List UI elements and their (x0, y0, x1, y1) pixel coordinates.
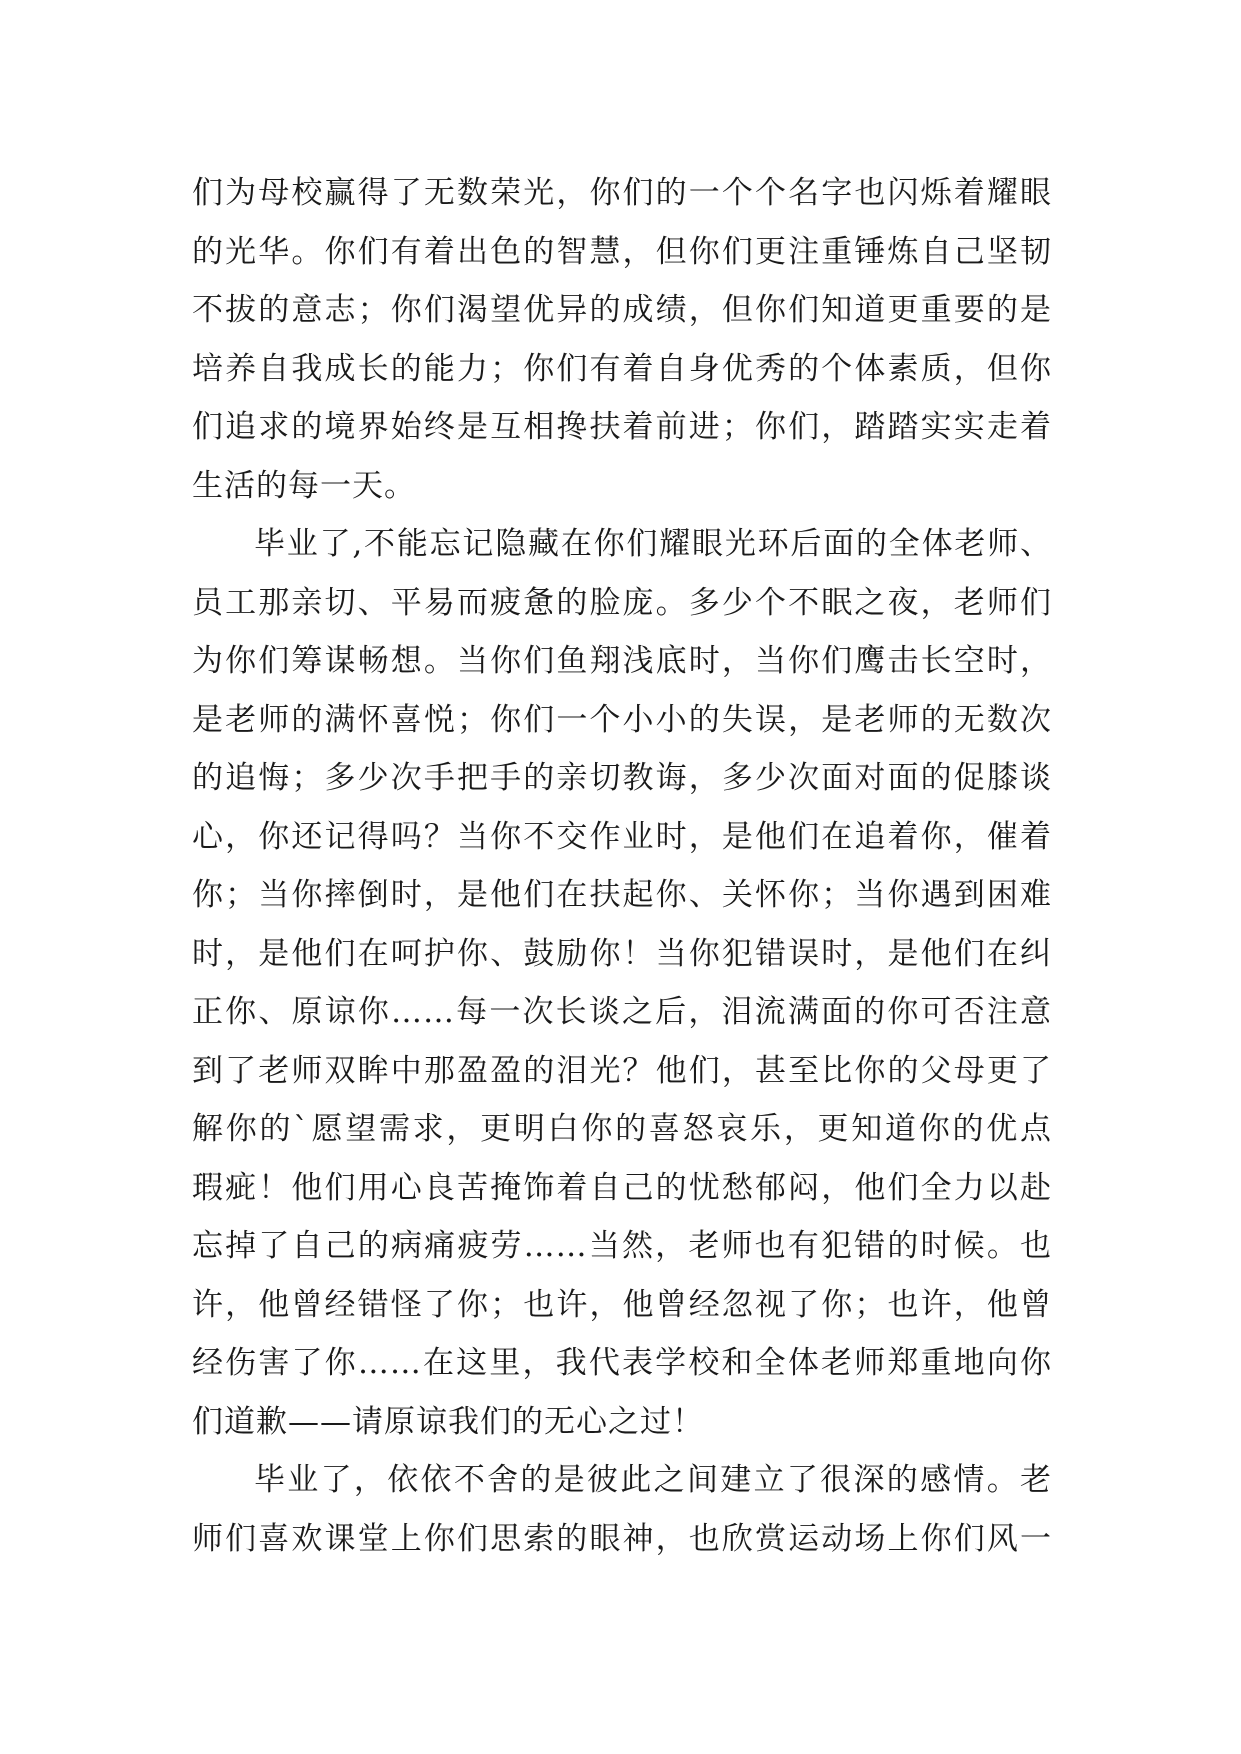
text-line: 心，你还记得吗？当你不交作业时，是他们在追着你，催着 (192, 818, 1052, 855)
text-line: 许，他曾经错怪了你；也许，他曾经忽视了你；也许，他曾 (192, 1286, 1052, 1323)
text-line: 毕业了，依依不舍的是彼此之间建立了很深的感情。老 (254, 1462, 1052, 1498)
text-line: 不拔的意志；你们渴望优异的成绩，但你们知道更重要的是 (192, 292, 1052, 328)
text-line: 为你们筹谋畅想。当你们鱼翔浅底时，当你们鹰击长空时， (192, 643, 1052, 679)
text-line: 解你的`愿望需求，更明白你的喜怒哀乐，更知道你的优点 (192, 1111, 1052, 1147)
text-line: 的光华。你们有着出色的智慧，但你们更注重锤炼自己坚韧 (192, 233, 1052, 270)
text-line: 正你、原谅你……每一次长谈之后，泪流满面的你可否注意 (192, 994, 1052, 1030)
text-line: 你；当你摔倒时，是他们在扶起你、关怀你；当你遇到困难 (192, 877, 1052, 913)
text-line: 是老师的满怀喜悦；你们一个小小的失误，是老师的无数次 (192, 701, 1052, 738)
text-line: 经伤害了你……在这里，我代表学校和全体老师郑重地向你 (192, 1345, 1052, 1381)
text-line: 培养自我成长的能力；你们有着自身优秀的个体素质，但你 (192, 350, 1052, 387)
body-text (192, 164, 1052, 1568)
text-line: 们追求的境界始终是互相搀扶着前进；你们，踏踏实实走着 (192, 409, 1052, 445)
text-line: 员工那亲切、平易而疲惫的脸庞。多少个不眠之夜，老师们 (192, 584, 1052, 621)
text-line: 到了老师双眸中那盈盈的泪光？他们，甚至比你的父母更了 (192, 1052, 1052, 1089)
text-line: 们为母校赢得了无数荣光，你们的一个个名字也闪烁着耀眼 (192, 175, 1052, 211)
text-line: 生活的每一天。 (192, 467, 416, 504)
text-line: 的追悔；多少次手把手的亲切教诲，多少次面对面的促膝谈 (192, 760, 1052, 796)
text-line: 瑕疵！他们用心良苦掩饰着自己的忧愁郁闷，他们全力以赴 (192, 1169, 1052, 1206)
text-line: 毕业了,不能忘记隐藏在你们耀眼光环后面的全体老师、 (254, 526, 1052, 562)
text-line: 时，是他们在呵护你、鼓励你！当你犯错误时，是他们在纠 (192, 935, 1052, 972)
text-line: 师们喜欢课堂上你们思索的眼神，也欣赏运动场上你们风一 (192, 1520, 1052, 1557)
text-line: 忘掉了自己的病痛疲劳……当然，老师也有犯错的时候。也 (192, 1228, 1052, 1264)
text-line: 们道歉——请原谅我们的无心之过！ (192, 1403, 704, 1440)
